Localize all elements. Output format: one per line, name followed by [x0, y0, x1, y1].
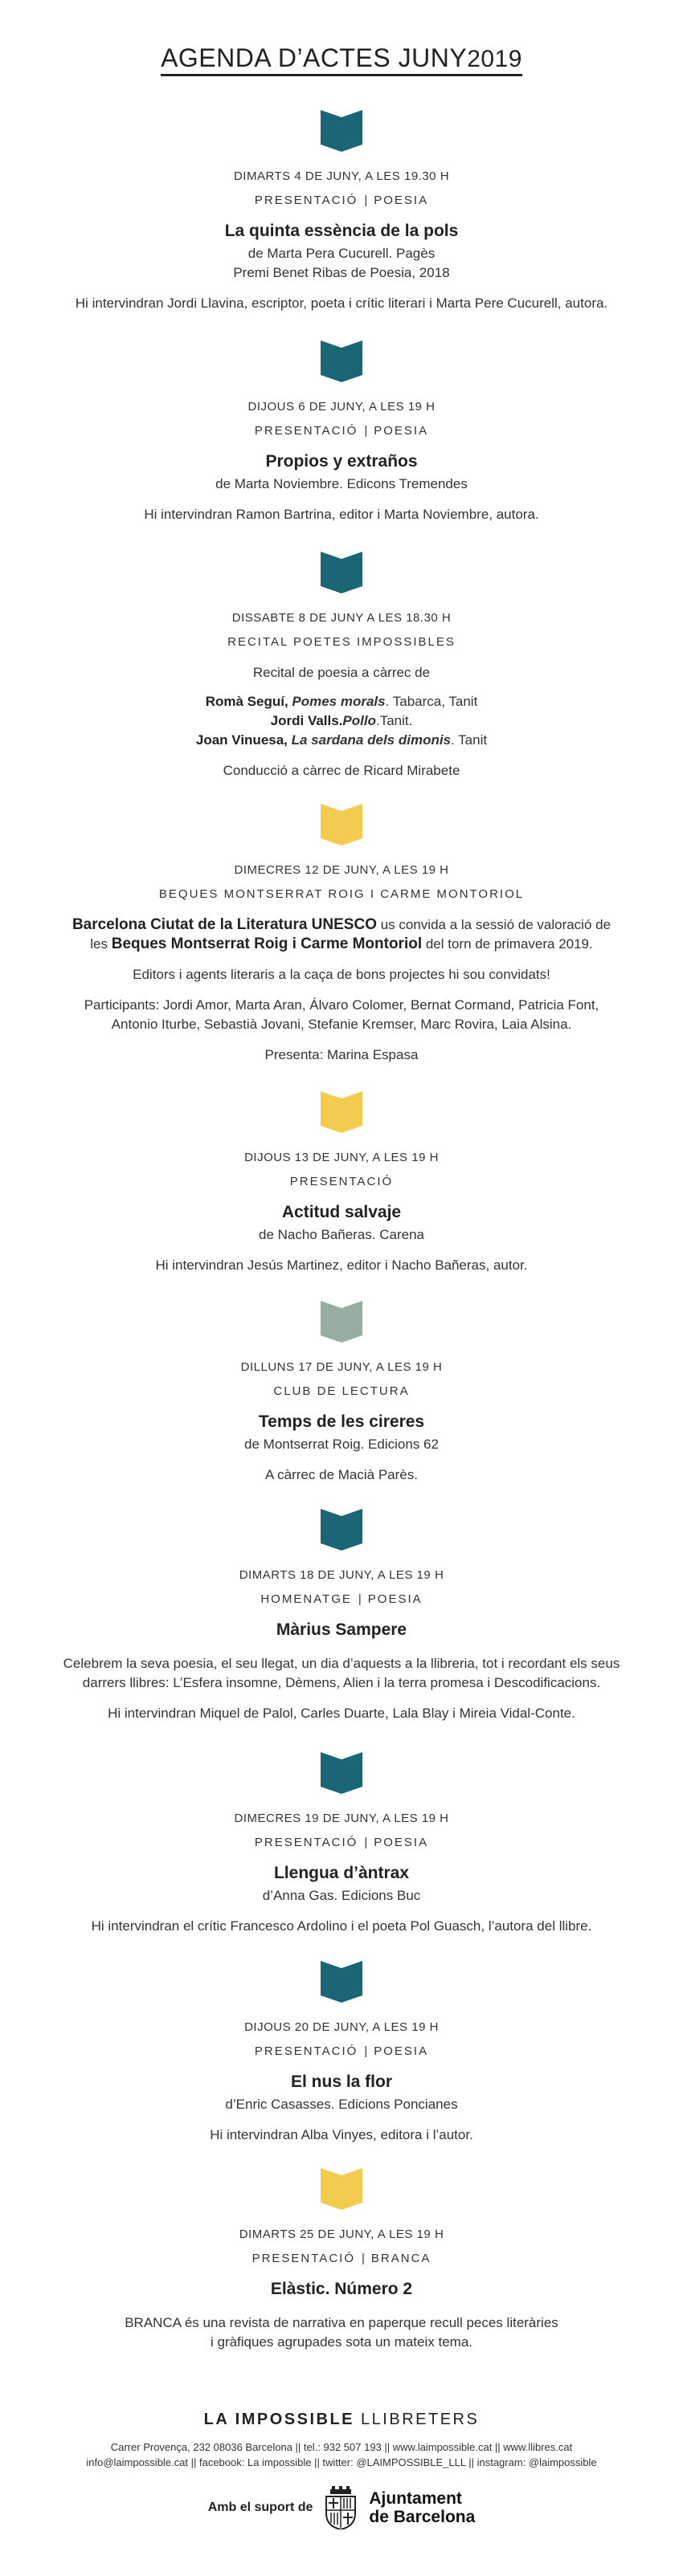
- event-category: PRESENTACIÓ: [289, 1175, 394, 1188]
- event-date: DISSABTE 8 DE JUNY A LES 18.30 H: [231, 611, 452, 625]
- event-title: Temps de les cireres: [258, 1412, 425, 1431]
- event-category: PRESENTACIÓ | POESIA: [254, 1836, 429, 1849]
- brand-rest: LLIBRETERS: [354, 2411, 480, 2428]
- event-category: RECITAL POETES IMPOSSIBLES: [227, 635, 456, 649]
- book-teal-icon: [320, 1509, 363, 1551]
- poet-line: Joan Vinuesa, La sardana dels dimonis. Tanit: [195, 732, 488, 748]
- event-invite: Editors i agents literaris a la caça de bons projectes hi sou convidats!: [133, 967, 550, 982]
- event-note: Conducció a càrrec de Ricard Mirabete: [223, 763, 460, 778]
- title-year: 2019: [467, 46, 522, 72]
- event-participants: Participants: Jordi Amor, Marta Aran, Álvaro Colomer, Bernat Cormand, Patricia Font,: [84, 997, 599, 1013]
- event-presenter: Presenta: Marina Espasa: [264, 1047, 419, 1062]
- event-description: BRANCA és una revista de narrativa en paperque recull peces literàries: [125, 2315, 558, 2330]
- event-12-june: [32, 804, 651, 1065]
- book-teal-icon: [320, 340, 363, 382]
- event-description: Barcelona Ciutat de la Literatura UNESCO us convida a la sessió de valoració de: [72, 916, 611, 933]
- book-teal-icon: [320, 110, 363, 152]
- page-title: [0, 43, 683, 73]
- event-note: Hi intervindran Alba Vinyes, editora i l’autor.: [210, 2127, 473, 2142]
- event-description: i gràfiques agrupades sota un mateix tema.: [210, 2334, 473, 2350]
- book-teal-icon: [320, 552, 363, 593]
- event-date: DIJOUS 20 DE JUNY, A LES 19 H: [244, 2020, 439, 2034]
- event-20-june: [32, 1961, 651, 2145]
- event-title: Actitud salvaje: [281, 1203, 402, 1221]
- event-8-june: [32, 552, 651, 781]
- event-note: A càrrec de Macià Parès.: [265, 1467, 418, 1482]
- event-title: El nus la flor: [290, 2073, 393, 2091]
- book-teal-icon: [320, 1752, 363, 1794]
- event-date: DIMARTS 18 DE JUNY, A LES 19 H: [239, 1568, 444, 1582]
- event-4-june: [32, 110, 651, 313]
- support-label: Amb el suport de: [207, 2501, 313, 2514]
- poet-line: Jordi Valls.Pollo.Tanit.: [270, 713, 413, 728]
- event-date: DIMARTS 4 DE JUNY, A LES 19.30 H: [233, 169, 450, 183]
- event-title: Elàstic. Número 2: [270, 2280, 413, 2298]
- event-category: PRESENTACIÓ | POESIA: [254, 2044, 429, 2058]
- book-yellow-icon: [320, 804, 363, 846]
- book-teal-icon: [320, 1961, 363, 2003]
- event-note: Hi intervindran Miquel de Palol, Carles Duarte, Lala Blay i Mireia Vidal-Conte.: [108, 1706, 575, 1721]
- event-author: de Nacho Bañeras. Carena: [258, 1227, 425, 1242]
- barcelona-text: de Barcelona: [369, 2508, 476, 2526]
- barcelona-coat-of-arms-icon: [324, 2486, 358, 2529]
- event-13-june: [32, 1091, 651, 1275]
- book-yellow-icon: [320, 1091, 363, 1133]
- event-date: DIJOUS 13 DE JUNY, A LES 19 H: [244, 1151, 439, 1164]
- event-title: Màrius Sampere: [276, 1620, 407, 1639]
- event-note: Hi intervindran el crític Francesco Ardolino i el poeta Pol Guasch, l’autora del llibre.: [91, 1918, 592, 1934]
- event-note: Hi intervindran Jordi Llavina, escriptor, poeta i crític literari i Marta Pere Cucurell, autora.: [75, 296, 608, 311]
- ajuntament-logotype: [369, 2489, 475, 2526]
- contact-line: Carrer Provença, 232 08036 Barcelona || tel.: 932 507 193 || www.laimpossible.cat || www.llibres.cat: [110, 2441, 573, 2453]
- event-category: CLUB DE LECTURA: [273, 1384, 410, 1398]
- bookshop-name: [0, 2411, 683, 2429]
- event-description: Celebrem la seva poesia, el seu llegat, un dia d’aquests a la llibreria, tot i recordant els seus: [63, 1656, 620, 1671]
- social-line: info@laimpossible.cat || facebook: La impossible || twitter: @LAIMPOSSIBLE_LLL || instagram: @laimpossible: [86, 2456, 597, 2468]
- ajuntament-text: Ajuntament: [369, 2489, 462, 2508]
- event-date: DIMECRES 19 DE JUNY, A LES 19 H: [234, 1812, 449, 1825]
- event-note: Hi intervindran Ramon Bartrina, editor i Marta Noviembre, autora.: [144, 507, 539, 522]
- event-award: Premi Benet Ribas de Poesia, 2018: [233, 265, 450, 280]
- event-date: DIMARTS 25 DE JUNY, A LES 19 H: [239, 2228, 444, 2241]
- event-19-june: [32, 1752, 651, 1936]
- event-author: de Marta Pera Cucurell. Pagès: [247, 246, 436, 261]
- event-date: DIMECRES 12 DE JUNY, A LES 19 H: [234, 863, 449, 877]
- brand-bold: LA IMPOSSIBLE: [203, 2411, 354, 2428]
- event-description: darrers llibres: L’Esfera insomne, Dèmens, Alien i la terra promesa i Descodificacions.: [82, 1675, 601, 1690]
- event-17-june: [32, 1301, 651, 1485]
- event-author: de Marta Noviembre. Edicons Tremendes: [215, 476, 468, 491]
- event-note: Hi intervindran Jesús Martinez, editor i Nacho Bañeras, autor.: [155, 1257, 528, 1273]
- event-author: de Montserrat Roig. Edicions 62: [244, 1437, 439, 1452]
- event-date: DILLUNS 17 DE JUNY, A LES 19 H: [240, 1360, 443, 1374]
- event-category: PRESENTACIÓ | BRANCA: [252, 2252, 431, 2265]
- event-participants: Antonio Iturbe, Sebastià Jovani, Stefanie Kremser, Marc Rovira, Laia Alsina.: [111, 1017, 572, 1032]
- event-author: d’Enric Casasses. Edicions Poncianes: [225, 2097, 458, 2112]
- book-sage-icon: [320, 1301, 363, 1343]
- event-category: PRESENTACIÓ | POESIA: [254, 424, 429, 438]
- event-category: BEQUES MONTSERRAT ROIG I CARME MONTORIOL: [158, 887, 525, 901]
- event-18-june: [32, 1509, 651, 1723]
- event-title: Llengua d’àntrax: [273, 1864, 410, 1882]
- event-category: HOMENATGE | POESIA: [260, 1592, 423, 1606]
- event-category: PRESENTACIÓ | POESIA: [254, 194, 429, 207]
- event-6-june: [32, 340, 651, 524]
- event-title: Propios y extraños: [265, 452, 418, 471]
- event-author: d’Anna Gas. Edicions Buc: [262, 1888, 421, 1903]
- event-date: DIJOUS 6 DE JUNY, A LES 19 H: [247, 400, 436, 414]
- support-block: [0, 2486, 683, 2529]
- book-yellow-icon: [320, 2168, 363, 2210]
- poet-line: Romà Seguí, Pomes morals. Tabarca, Tanit: [205, 694, 478, 709]
- event-intro: Recital de poesia a càrrec de: [252, 665, 431, 680]
- title-text: AGENDA D’ACTES JUNY: [161, 43, 468, 72]
- event-25-june: [32, 2168, 651, 2352]
- event-description: les Beques Montserrat Roig i Carme Montoriol del torn de primavera 2019.: [90, 935, 593, 952]
- event-title: La quinta essència de la pols: [224, 222, 459, 240]
